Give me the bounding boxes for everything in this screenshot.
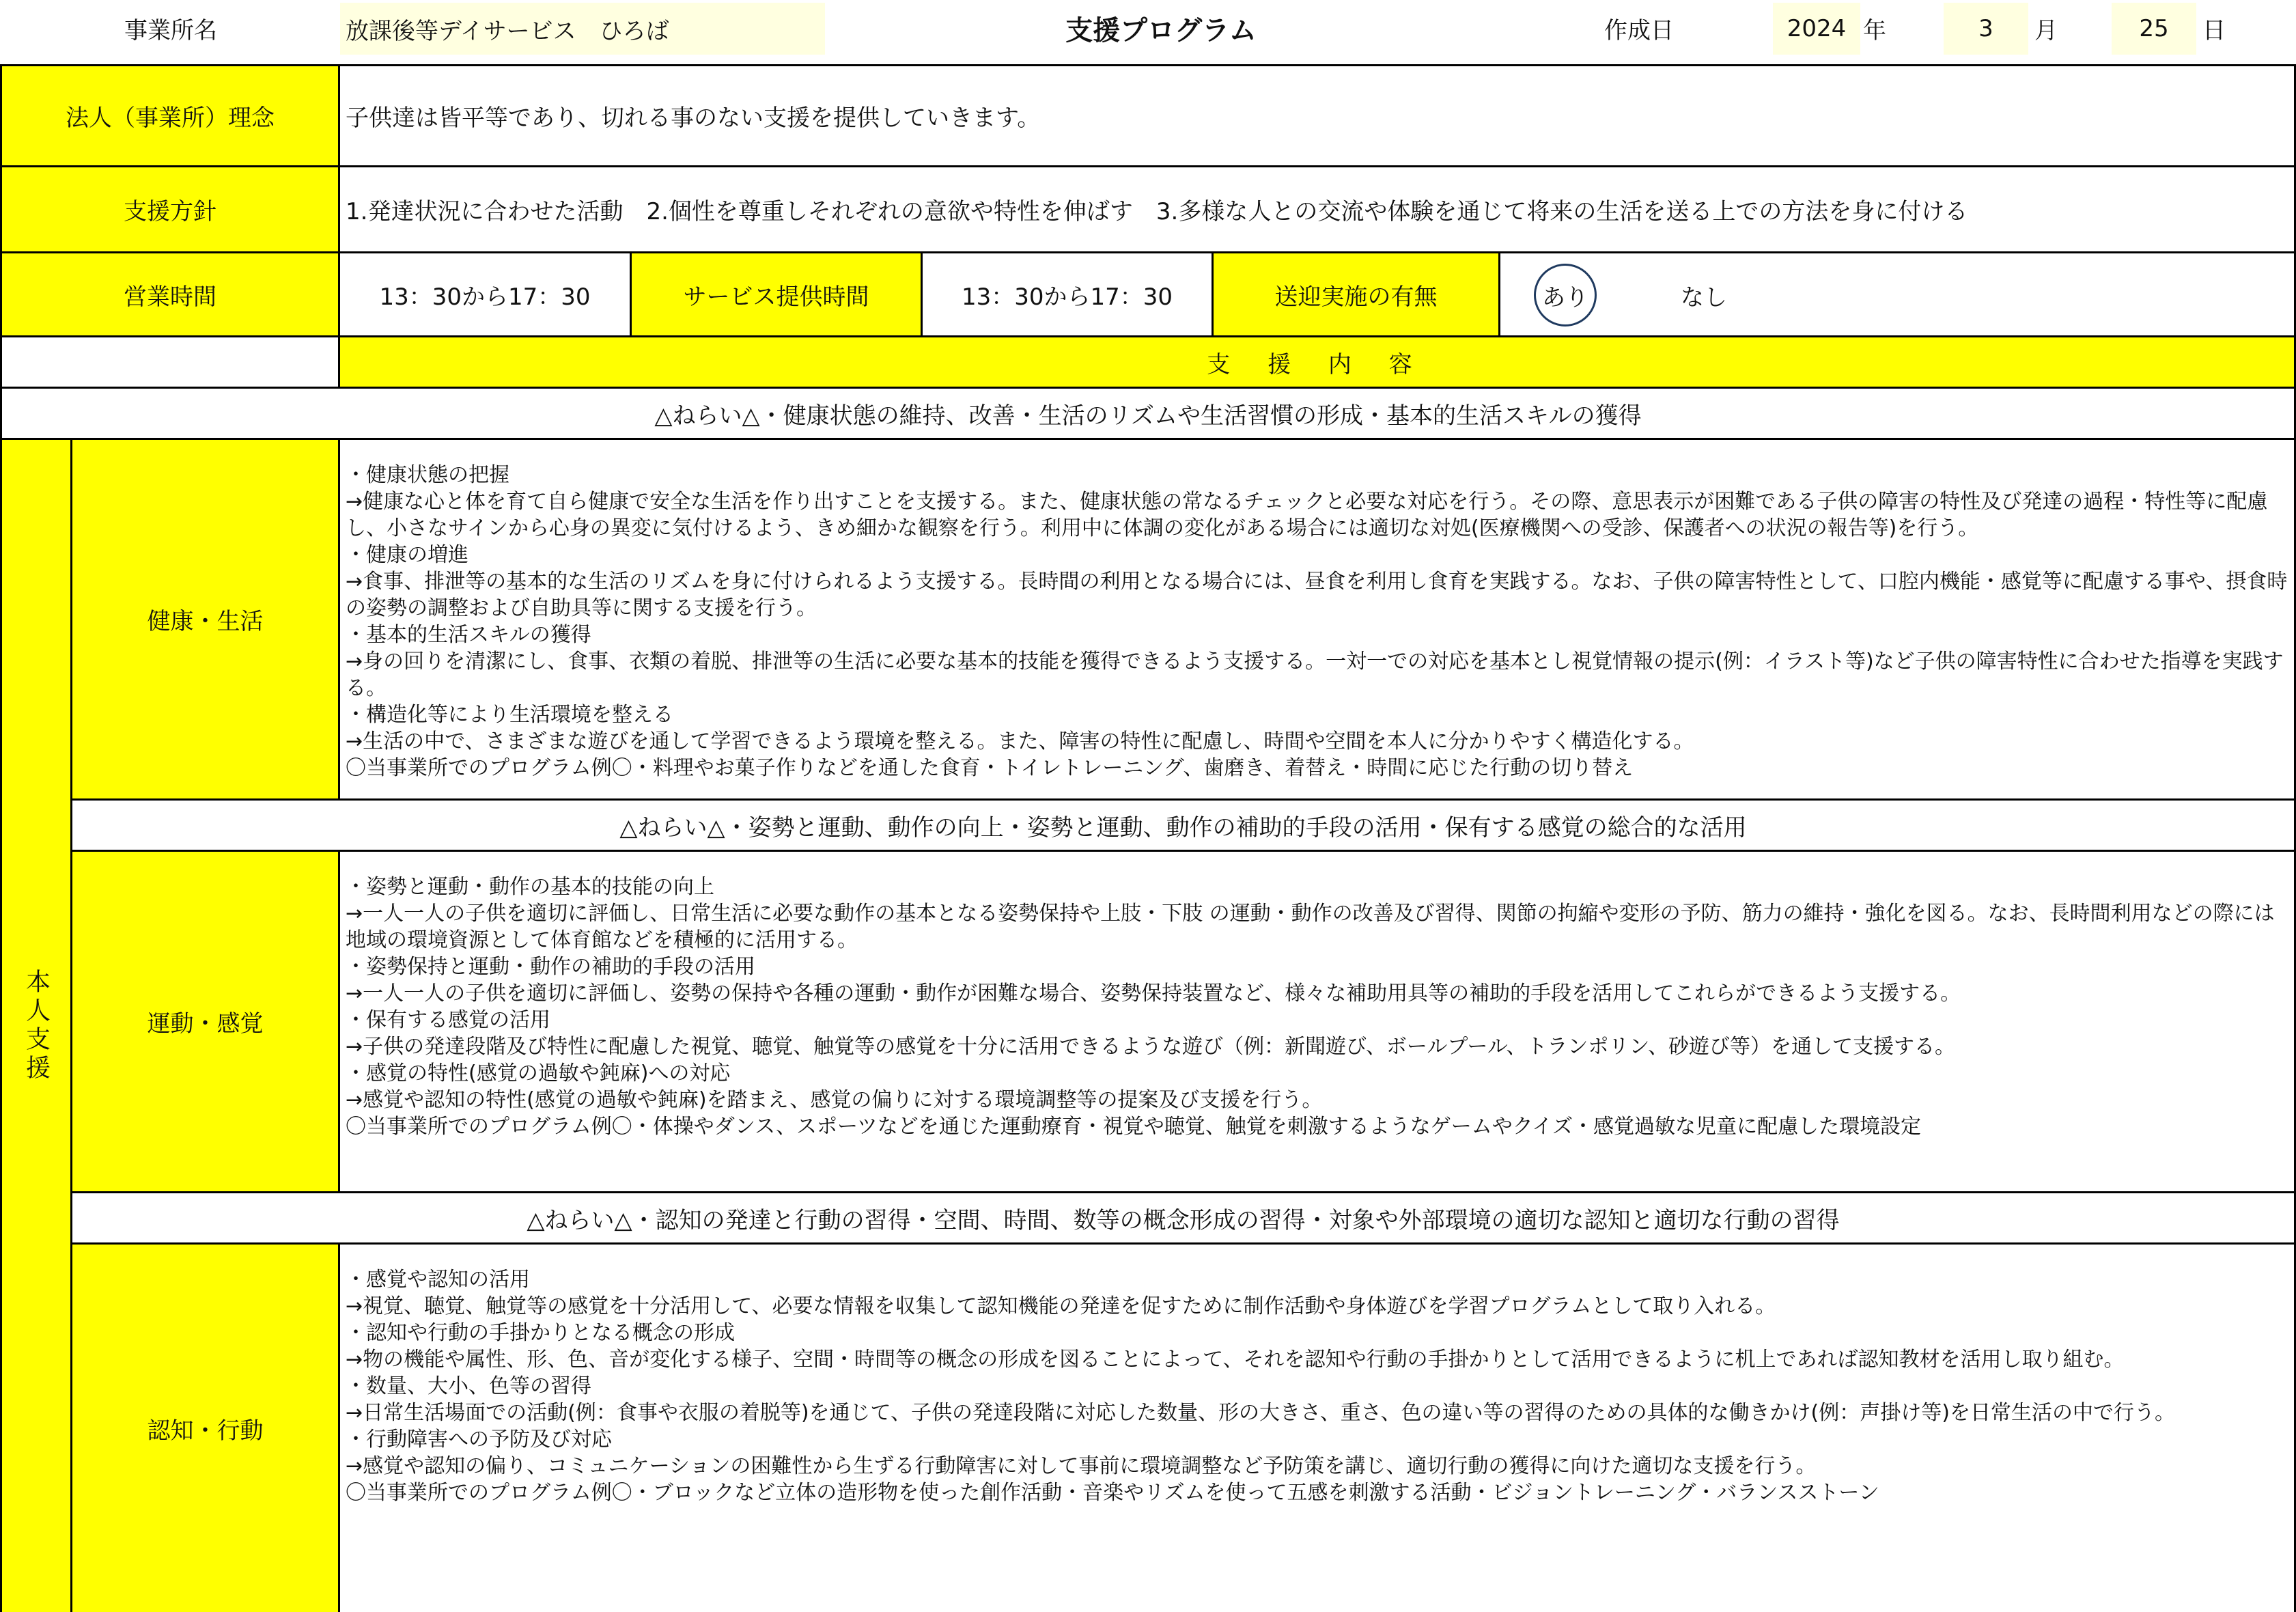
content-health-life: ・健康状態の把握 →健康な心と体を育て自ら健康で安全な生活を作り出すことを支援する。また、健康状態の常なるチェックと必要な対応を行う。その際、意思表示が困難である子供の障害の特性及び発達の過程・特性等に配慮し、小さなサインから心身の異変に気付けるよう、きめ細かな観察を行う。利用中に体調の変化がある場合には適切な対処(医療機関への受診、保護者への状況の報告等)を行う。 ・健康の増進 →食事、排泄等の基本的な生活のリズムを身に付けられるよう支援する。長時間の利用となる場合には、昼食を利用し食育を実践する。なお、子供の障害特性として、口腔内機能・感覚等に配慮する事や、摂食時の姿勢の調整および自助具等に関する支援を行う。 ・基本的生活スキルの獲得 →身の回りを清潔にし、食事、衣類の着脱、排泄等の生活に必要な基本的技能を獲得できるよう支援する。一対一での対応を基本とし視覚情報の提示(例：イラスト等)など子供の障害特性に合わせた指導を実践する。 ・構造化等により生活環境を整える →生活の中で、さまざまな遊びを通して学習できるよう環境を整える。また、障害の特性に配慮し、時間や空間を本人に分かりやすく構造化する。 〇当事業所でのプログラム例〇・料理やお菓子作りなどを通した食育・トイレトレーニング、歯磨き、着替え・時間に応じた行動の切り替え: [340, 440, 2294, 801]
created-date-label: 作成日: [1604, 16, 1674, 44]
transport-no: なし: [1681, 283, 1727, 311]
content-cognition-behavior: ・感覚や認知の活用 →視覚、聴覚、触覚等の感覚を十分活用して、必要な情報を収集して認知機能の発達を促すために制作活動や身体遊びを学習プログラムとして取り入れる。 ・認知や行動の手掛かりとなる概念の形成 →物の機能や属性、形、色、音が変化する様子、空間・時間等の概念の形成を図ることによって、それを認知や行動の手掛かりとして活用できるように机上であれば認知教材を活用し取り組む。 ・数量、大小、色等の習得 →日常生活場面での活動(例：食事や衣服の着脱等)を通じて、子供の発達段階に対応した数量、形の大きさ、重さ、色の違い等の習得のための具体的な働きかけ(例：声掛け等)を日常生活の中で行う。 ・行動障害への予防及び対応 →感覚や認知の偏り、コミュニケーションの困難性から生ずる行動障害に対して事前に環境調整など予防策を講じ、適切行動の獲得に向けた適切な支援を行う。 〇当事業所でのプログラム例〇・ブロックなど立体の造形物を使った創作活動・音楽やリズムを使って五感を刺激する活動・ビジョントレーニング・バランスストーン: [346, 1268, 2175, 1505]
business-hours-value: 13：30から17：30: [340, 253, 632, 337]
business-hours-label: 営業時間: [2, 253, 340, 337]
transport-label: 送迎実施の有無: [1214, 253, 1500, 337]
aim-health-life: △ねらい△・健康状態の維持、改善・生活のリズムや生活習慣の形成・基本的生活スキルの獲得: [2, 389, 2294, 440]
philosophy-text: 子供達は皆平等であり、切れる事のない支援を提供していきます。: [340, 66, 2294, 167]
category-motor-sensory: 運動・感覚: [72, 852, 340, 1193]
year-unit: 年: [1863, 16, 1886, 44]
transport-options: [1500, 253, 2294, 337]
service-hours-label: サービス提供時間: [632, 253, 923, 337]
category-cognition-behavior: 認知・行動: [72, 1245, 340, 1612]
main-category-self-support: [2, 440, 72, 1612]
transport-yes-circled: あり: [1534, 264, 1597, 326]
policy-label: 支援方針: [2, 167, 340, 253]
created-month: 3: [1944, 3, 2028, 55]
policy-text: 1.発達状況に合わせた活動 2.個性を尊重しそれぞれの意欲や特性を伸ばす 3.多様な人との交流や体験を通じて将来の生活を送る上での方法を身に付ける: [340, 167, 2294, 253]
created-year: 2024: [1773, 3, 1860, 55]
office-name-label: 事業所名: [124, 16, 217, 44]
document-title: 支援プログラム: [1065, 14, 1257, 46]
day-unit: 日: [2202, 16, 2226, 44]
aim-cognition-behavior: △ねらい△・認知の発達と行動の習得・空間、時間、数等の概念形成の習得・対象や外部環境の適切な認知と適切な行動の習得: [72, 1193, 2294, 1245]
month-unit: 月: [2034, 16, 2058, 44]
service-hours-value: 13：30から17：30: [923, 253, 1214, 337]
main-category-label: 本人支援: [22, 969, 51, 1083]
support-content-header: 支 援 内 容: [340, 337, 2294, 389]
office-name-value: 放課後等デイサービス ひろば: [340, 3, 825, 55]
aim-motor-sensory: △ねらい△・姿勢と運動、動作の向上・姿勢と運動、動作の補助的手段の活用・保有する感覚の総合的な活用: [72, 801, 2294, 852]
content-motor-sensory: ・姿勢と運動・動作の基本的技能の向上 →一人一人の子供を適切に評価し、日常生活に必要な動作の基本となる姿勢保持や上肢・下肢 の運動・動作の改善及び習得、関節の拘縮や変形の予防、筋力の維持・強化を図る。なお、長時間利用などの際には地域の環境資源として体育館などを積極的に活用する。 ・姿勢保持と運動・動作の補助的手段の活用 →一人一人の子供を適切に評価し、姿勢の保持や各種の運動・動作が困難な場合、姿勢保持装置など、様々な補助用具等の補助的手段を活用してこれらができるよう支援する。 ・保有する感覚の活用 →子供の発達段階及び特性に配慮した視覚、聴覚、触覚等の感覚を十分に活用できるような遊び（例：新聞遊び、ボールプール、トランポリン、砂遊び等）を通して支援する。 ・感覚の特性(感覚の過敏や鈍麻)への対応 →感覚や認知の特性(感覚の過敏や鈍麻)を踏まえ、感覚の偏りに対する環境調整等の提案及び支援を行う。 〇当事業所でのプログラム例〇・体操やダンス、スポーツなどを通じた運動療育・視覚や聴覚、触覚を刺激するようなゲームやクイズ・感覚過敏な児童に配慮した環境設定: [340, 852, 2294, 1193]
blank-header-cell: [2, 337, 340, 389]
created-day: 25: [2112, 3, 2196, 55]
category-health-life: 健康・生活: [72, 440, 340, 801]
philosophy-label: 法人（事業所）理念: [2, 66, 340, 167]
